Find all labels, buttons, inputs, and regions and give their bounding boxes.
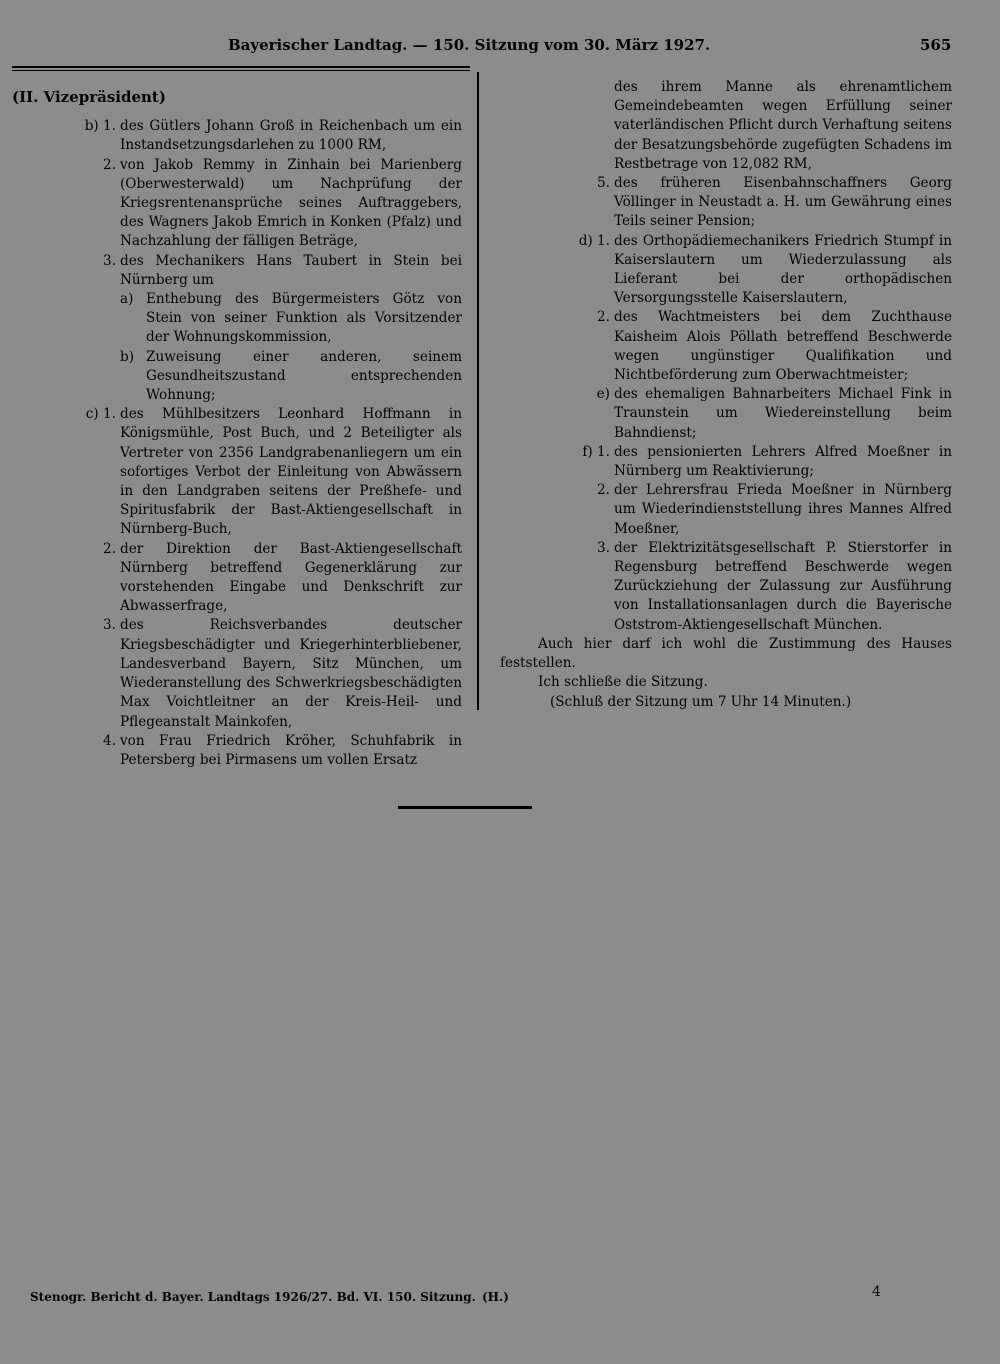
sub-item-marker: b) xyxy=(120,348,135,365)
header-rule-thin xyxy=(12,70,470,71)
footer-source: Stenogr. Bericht d. Bayer. Landtags 1926/27. Bd. VI. 150. Sitzung. xyxy=(30,1290,476,1304)
right-column xyxy=(500,78,952,712)
item-marker: f) 1. xyxy=(582,443,610,460)
closing-note: (Schluß der Sitzung um 7 Uhr 14 Minuten.) xyxy=(550,693,852,710)
sub-item xyxy=(120,348,462,406)
sub-item-text: Enthebung des Bürgermeisters Götz von Stein von seiner Funktion als Vorsitzender der Wohnungskommission, xyxy=(146,291,462,346)
item-text: des pensionierten Lehrers Alfred Moeßner in Nürnberg um Reaktivierung; xyxy=(614,443,952,480)
footer-mark: (H.) xyxy=(482,1290,509,1304)
item-marker: b) 1. xyxy=(84,118,116,135)
item-text: der Direktion der Bast-Aktiengesellschaft Nürnberg betreffend Gegenerklärung zur vorstehenden Eingabe und Denkschrift zur Abwasserfrage, xyxy=(120,540,462,615)
item-text: des Mühlbesitzers Leonhard Hoffmann in Königsmühle, Post Buch, und 2 Beteiligter als Vertreter von 2356 Landgrabenanliegern um ein sofortiges Verbot der Einleitung von Abwässern in den Landgraben seitens der Preßhefe- und Spiritusfabrik der Bast-Aktiengesellschaft in Nürnberg-Buch, xyxy=(120,406,462,538)
item-marker: 2. xyxy=(597,309,610,326)
item-text: des Reichsverbandes deutscher Kriegsbeschädigter und Kriegerhinterbliebener, Landesverband Bayern, Sitz München, um Wiederanstellung des Schwerkriegsbeschädigten Max Voichtleitner an der Kreis-Heil- und Pflegeanstalt Mainkofen, xyxy=(120,617,462,730)
list-item xyxy=(12,117,462,155)
list-item xyxy=(500,308,952,385)
list-item xyxy=(500,443,952,481)
list-item xyxy=(500,174,952,232)
item-marker: 3. xyxy=(103,617,116,634)
item-text: von Frau Friedrich Kröher, Schuhfabrik in Petersberg bei Pirmasens um vollen Ersatz xyxy=(120,732,462,768)
sheet-number: 4 xyxy=(872,1284,881,1300)
speaker-label: (II. Vizepräsident) xyxy=(12,88,166,106)
item-text: des früheren Eisenbahnschaffners Georg Völlinger in Neustadt a. H. um Gewährung eines Teils seiner Pension; xyxy=(614,175,952,230)
page-number: 565 xyxy=(920,36,952,54)
list-item xyxy=(12,732,462,770)
sub-item-text: Zuweisung einer anderen, seinem Gesundheitszustand entsprechenden Wohnung; xyxy=(146,348,462,404)
item-text: des Orthopädiemechanikers Friedrich Stumpf in Kaiserslautern um Wiederzulassung als Lieferant bei der orthopädischen Versorgungsstelle Kaiserslautern, xyxy=(614,232,952,307)
item-marker: 2. xyxy=(597,482,610,499)
item-marker: 4. xyxy=(103,732,116,749)
list-item xyxy=(500,481,952,539)
item-marker: d) 1. xyxy=(578,232,610,249)
end-rule xyxy=(398,806,532,809)
list-item xyxy=(500,539,952,635)
paragraph: Auch hier darf ich wohl die Zustimmung des Hauses feststellen. xyxy=(500,635,952,672)
list-item xyxy=(12,616,462,731)
header-rule xyxy=(12,66,470,68)
list-item xyxy=(500,232,952,309)
paragraph: Ich schließe die Sitzung. xyxy=(538,674,708,691)
item-marker: 2. xyxy=(103,156,116,173)
list-item xyxy=(12,156,462,252)
column-divider xyxy=(477,72,479,710)
item-text: des ehemaligen Bahnarbeiters Michael Fink in Traunstein um Wiedereinstellung beim Bahndienst; xyxy=(614,386,952,441)
left-column xyxy=(12,88,462,770)
item-marker: e) xyxy=(596,386,610,403)
item-marker: 5. xyxy=(597,175,610,192)
item-text: des Gütlers Johann Groß in Reichenbach um ein Instandsetzungsdarlehen zu 1000 RM, xyxy=(120,118,462,154)
item-marker: c) 1. xyxy=(85,406,116,423)
list-item xyxy=(12,252,462,406)
item-text: der Elektrizitätsgesellschaft P. Stierstorfer in Regensburg betreffend Beschwerde wegen Zurückziehung der Zulassung zur Ausführung von Installationsanlagen durch die Bayerische Oststrom-Aktiengesellschaft München. xyxy=(614,539,952,633)
item-text: des Mechanikers Hans Taubert in Stein bei Nürnberg um xyxy=(120,252,462,288)
item-marker: 3. xyxy=(597,539,610,556)
item-text: von Jakob Remmy in Zinhain bei Marienberg (Oberwesterwald) um Nachprüfung der Kriegsrentenansprüche seines Auftraggebers, des Wagners Jakob Emrich in Konken (Pfalz) und Nachzahlung der fälligen Beträge, xyxy=(120,156,462,250)
item-continuation: des ihrem Manne als ehrenamtlichem Gemeindebeamten wegen Erfüllung seiner vaterländischen Pflicht durch Verhaftung seitens der Besatzungsbehörde zugefügten Schadens im Restbetrage von 12,082 RM, xyxy=(614,79,952,172)
sub-item-marker: a) xyxy=(120,291,134,308)
sub-item xyxy=(120,290,462,348)
item-marker: 2. xyxy=(103,540,116,557)
list-item xyxy=(12,405,462,539)
list-item xyxy=(12,540,462,617)
item-marker: 3. xyxy=(103,252,116,269)
item-text: der Lehrersfrau Frieda Moeßner in Nürnberg um Wiederindienststellung ihres Mannes Alfred Moeßner, xyxy=(614,482,952,537)
list-item xyxy=(500,385,952,443)
item-text: des Wachtmeisters bei dem Zuchthause Kaisheim Alois Pöllath betreffend Beschwerde wegen ungünstiger Qualifikation und Nichtbeförderung zum Oberwachtmeister; xyxy=(614,309,952,384)
running-header: Bayerischer Landtag. — 150. Sitzung vom 30. März 1927. xyxy=(228,36,711,54)
